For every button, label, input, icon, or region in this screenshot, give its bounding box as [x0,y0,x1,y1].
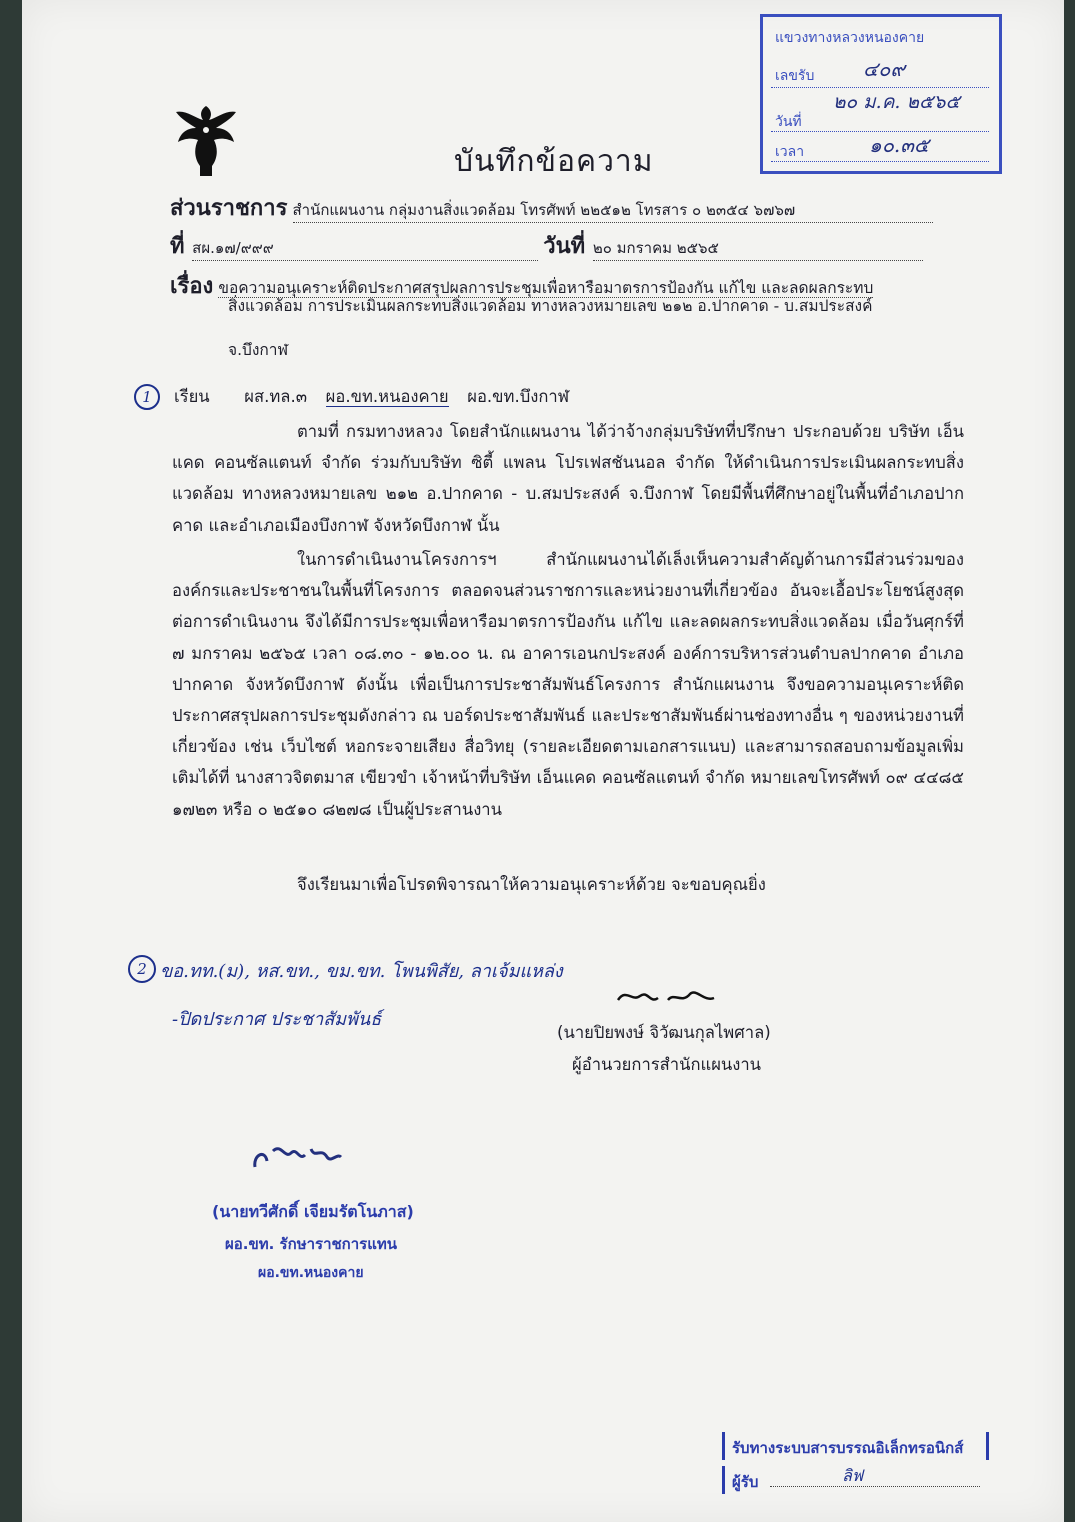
ereceipt-receiver-value: ลิฟ [842,1466,864,1485]
stamp-number-value: ๔๐๙ [863,57,905,81]
subject-line-3: จ.บึงกาฬ [228,341,289,359]
handwritten-note-line-2: -ปิดประกาศ ประชาสัมพันธ์ [172,1009,382,1030]
recipient-1: ผส.ทล.๓ [244,387,308,406]
date-value: ๒๐ มกราคม ๒๕๖๕ [593,236,923,261]
ref-row [170,228,950,258]
subject-line-2: สิ่งแวดล้อม การประเมินผลกระทบสิ่งแวดล้อม ทางหลวงหมายเลข ๒๑๒ อ.ปากคาด - บ.สมประสงค์ [228,297,873,315]
director-name: (นายปิยพงษ์ จิวัฒนกุลไพศาล) [557,1023,771,1042]
subject-line-1: ขอความอนุเคราะห์ติดประกาศสรุปผลการประชุมเพื่อหารือมาตรการป้องกัน แก้ไข และลดผลกระทบ [218,279,874,297]
paragraph-1 [172,416,964,541]
memo-page [22,0,1064,1522]
ereceipt-label: รับทางระบบสารบรรณอิเล็กทรอนิกส์ [732,1439,964,1457]
director-title: ผู้อำนวยการสำนักแผนงาน [572,1055,762,1074]
recipient-3: ผอ.ขท.บึงกาฬ [467,387,570,406]
stamp-bracket-left-1 [722,1432,725,1460]
receipt-stamp [760,14,1002,174]
stamp-bracket-right-1 [986,1432,989,1460]
acting-title: ผอ.ขท. รักษาราชการแทน [225,1235,398,1253]
paragraph-2 [172,544,964,825]
handwritten-note-line-1: ขอ.ทท.(ม), หส.ขท., ขม.ขท. โพนพิสัย, ลาเจ้มแหล่ง [160,961,563,982]
director-signature-icon [612,980,722,1014]
stamp-time-label: เวลา [775,144,805,160]
salutation-label: เรียน [174,387,210,406]
stamp-time-value: ๑๐.๓๕ [869,133,930,157]
stamp-date-label: วันที่ [775,114,802,130]
date-label: วันที่ [543,234,593,259]
stamp-bracket-left-2 [722,1466,725,1494]
ref-label: ที่ [170,234,193,259]
paragraph-1-text: ตามที่ กรมทางหลวง โดยสำนักแผนงาน ได้ว่าจ้างกลุ่มบริษัทที่ปรึกษา ประกอบด้วย บริษัท เอ็นแคด คอนซัลแตนท์ จำกัด ร่วมกับบริษัท ซิตี้ แพลน โปรเฟสชันนอล จำกัด ให้ดำเนินการประเมินผลกระทบสิ่งแวดล้อม ทางหลวงหมายเลข ๒๑๒ อ.ปากคาด - บ.สมประสงค์ จ.บึงกาฬ โดยมีพื้นที่ศึกษาอยู่ในพื้นที่อำเภอปากคาด และอำเภอเมืองบึงกาฬ จังหวัดบึงกาฬ นั้น [172,422,964,535]
ereceipt-receiver-line [770,1486,980,1487]
stamp-office: แขวงทางหลวงหนองคาย [775,30,925,46]
paragraph-2-text: ในการดำเนินงานโครงการฯ สำนักแผนงานได้เล็งเห็นความสำคัญด้านการมีส่วนร่วมขององค์กรและประชาชนในพื้นที่โครงการ ตลอดจนส่วนราชการและหน่วยงานที่เกี่ยวข้อง อันจะเอื้อประโยชน์สูงสุดต่อการดำเนินงาน จึงได้มีการประชุมเพื่อหารือมาตรการป้องกัน แก้ไข และลดผลกระทบสิ่งแวดล้อม เมื่อวันศุกร์ที่ ๗ มกราคม ๒๕๖๕ เวลา ๐๘.๓๐ - ๑๒.๐๐ น. ณ อาคารเอนกประสงค์ องค์การบริหารส่วนตำบลปากคาด อำเภอปากคาด จังหวัดบึงกาฬ ดังนั้น เพื่อเป็นการประชาสัมพันธ์โครงการ สำนักแผนงาน จึงขอความอนุเคราะห์ติดประกาศสรุปผลการประชุมดังกล่าว ณ บอร์ดประชาสัมพันธ์ และประชาสัมพันธ์ผ่านช่องทางอื่น ๆ ของหน่วยงานที่เกี่ยวข้อง เช่น เว็บไซต์ หอกระจายเสียง สื่อวิทยุ (รายละเอียดตามเอกสารแนบ) และสามารถสอบถามข้อมูลเพิ่มเติมได้ที่ นางสาวจิตตมาส เขียวขำ เจ้าหน้าที่บริษัท เอ็นแคด คอนซัลแตนท์ จำกัด หมายเลขโทรศัพท์ ๐๙ ๔๔๘๕ ๑๗๒๓ หรือ ๐ ๒๕๑๐ ๘๒๗๘ เป็นผู้ประสานงาน [172,550,964,819]
acting-signature-icon [247,1135,347,1175]
ref-value: สผ.๑๗/๙๙๙ [192,236,538,261]
agency-value: สำนักแผนงาน กลุ่มงานสิ่งแวดล้อม โทรศัพท์ ๒๒๕๑๒ โทรสาร ๐ ๒๓๕๔ ๖๗๖๗ [293,198,933,223]
subject-label: เรื่อง [170,274,214,299]
stamp-date-row [771,105,989,132]
acting-name: (นายทวีศักดิ์ เจียมรัตโนภาส) [212,1202,414,1221]
stamp-number-row [771,57,989,88]
annotation-circle-1: 1 [134,384,160,410]
electronic-receipt-stamp [722,1412,994,1494]
annotation-circle-2: 2 [128,955,156,983]
stamp-time-row [771,135,989,162]
closing-line: จึงเรียนมาเพื่อโปรดพิจารณาให้ความอนุเคราะห์ด้วย จะขอบคุณยิ่ง [297,875,766,894]
agency-row [170,190,950,220]
garuda-emblem-icon [170,100,242,180]
salutation-row [174,384,569,410]
memo-title: บันทึกข้อความ [454,144,654,179]
recipient-2: ผอ.ขท.หนองคาย [325,387,449,406]
stamp-date-value: ๒๐ ม.ค. ๒๕๖๕ [833,91,960,113]
ereceipt-receiver-label: ผู้รับ [732,1473,759,1491]
acting-office: ผอ.ขท.หนองคาย [258,1265,364,1281]
stamp-number-label: เลขรับ [775,68,815,84]
agency-label: ส่วนราชการ [170,196,288,221]
